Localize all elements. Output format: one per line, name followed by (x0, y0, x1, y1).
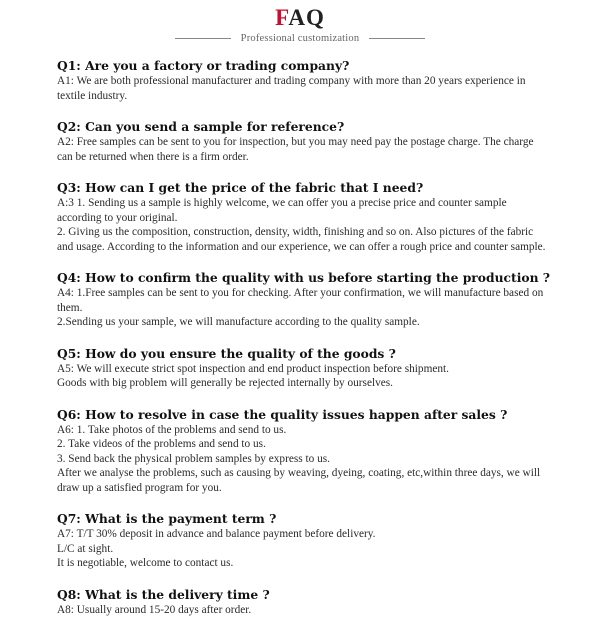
faq-item (57, 587, 547, 618)
answer-line: A5: We will execute strict spot inspection and end product inspection before shipment. (57, 362, 449, 375)
faq-answer (57, 362, 547, 391)
answer-line: It is negotiable, welcome to contact us. (57, 557, 234, 569)
answer-line: A8: Usually around 15-20 days after order. (57, 603, 252, 616)
answer-line: A6: 1. Take photos of the problems and send to us. (57, 423, 287, 436)
faq-question: Q7: What is the payment term ? (57, 511, 277, 526)
faq-item (57, 270, 550, 330)
page-title (0, 4, 600, 32)
faq-answer (57, 135, 547, 164)
faq-question: Q8: What is the delivery time ? (57, 586, 270, 602)
title-rest: AQ (288, 5, 325, 30)
answer-line: 3. Send back the physical problem samples by express to us. (57, 452, 330, 465)
answer-line: 2.Sending us your sample, we will manufacture according to the quality sample. (57, 316, 420, 328)
faq-list (57, 58, 550, 633)
answer-line: A1: We are both professional manufacturer and trading company with more than 20 years experience in textile industry. (57, 75, 526, 102)
faq-item (57, 180, 547, 254)
faq-item (57, 407, 547, 496)
faq-answer (57, 74, 547, 103)
answer-line: Goods with big problem will generally be rejected internally by ourselves. (57, 377, 393, 389)
faq-answer (57, 527, 547, 571)
faq-question: Q4: How to confirm the quality with us before starting the production ? (57, 270, 550, 285)
faq-answer (57, 286, 547, 330)
subtitle-row (0, 33, 600, 44)
answer-line: A:3 1. Sending us a sample is highly welcome, we can offer you a precise price and counter sample according to your original. (57, 197, 507, 224)
answer-line: 2. Take videos of the problems and send to us. (57, 438, 266, 450)
faq-question: Q2: Can you send a sample for reference? (57, 119, 345, 134)
faq-question: Q1: Are you a factory or trading company? (57, 58, 350, 73)
answer-line: A4: 1.Free samples can be sent to you for checking. After your confirmation, we will manufacture based on them. (57, 287, 544, 314)
faq-question: Q3: How can I get the price of the fabric that I need? (57, 180, 424, 195)
faq-item (57, 511, 547, 571)
right-divider (369, 38, 425, 39)
faq-answer (57, 603, 547, 618)
faq-question: Q6: How to resolve in case the quality issues happen after sales ? (57, 406, 508, 422)
faq-answer (57, 196, 547, 254)
answer-line: 2. Giving us the composition, construction, density, width, finishing and so on. Also pictures of the fabric and usage. According to the information and our experience, we can offer a rough price and counter sample. (57, 226, 546, 253)
faq-answer (57, 423, 547, 496)
faq-item (57, 346, 547, 391)
left-divider (175, 38, 231, 39)
faq-question: Q5: How do you ensure the quality of the goods ? (57, 345, 396, 361)
page-subtitle: Professional customization (240, 33, 360, 44)
answer-line: A7: T/T 30% deposit in advance and balance payment before delivery. (57, 528, 376, 540)
page-header (0, 4, 600, 44)
answer-line: L/C at sight. (57, 542, 114, 555)
title-first-letter: F (275, 5, 289, 30)
faq-item (57, 119, 547, 164)
answer-line: After we analyse the problems, such as causing by weaving, dyeing, coating, etc,within three days, we will draw up a satisfied program for you. (57, 467, 541, 494)
answer-line: A2: Free samples can be sent to you for inspection, but you may need pay the postage charge. The charge can be returned when there is a firm order. (57, 136, 534, 163)
faq-item (57, 58, 547, 103)
